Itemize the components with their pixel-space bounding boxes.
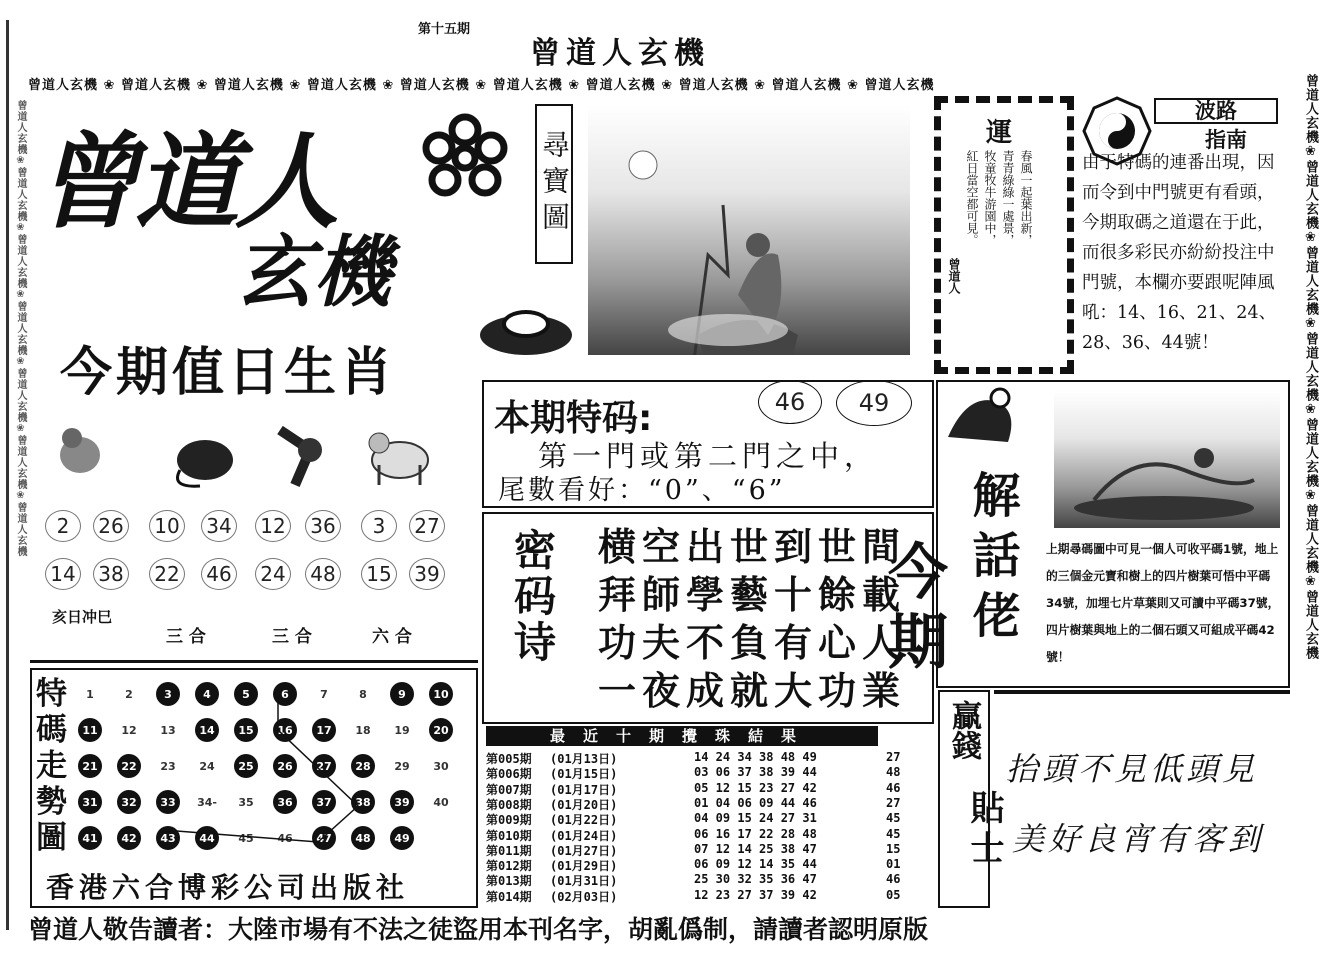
treasure-map-label: 尋寶圖: [535, 104, 573, 264]
trend-ball: 19: [390, 718, 414, 742]
trend-ball: 3: [156, 682, 180, 706]
issue-number: 第十五期: [418, 22, 471, 37]
history-special: 15: [886, 841, 901, 856]
special-line-2: 尾數看好：“0”、“6”: [498, 475, 786, 506]
history-issue: 第005期: [486, 752, 532, 766]
history-issue: 第007期: [486, 782, 532, 797]
fortune-poem-2: 青青綠綠一處景，: [1001, 150, 1015, 246]
fortune-label: 運: [986, 118, 1013, 148]
history-date: (02月03日): [550, 889, 618, 904]
trend-ball: 27: [312, 754, 336, 778]
history-special: 46: [886, 872, 901, 887]
trend-ball: 10: [429, 682, 453, 706]
trend-ball: 34-: [195, 790, 219, 814]
trend-ball: 43: [156, 826, 180, 850]
trend-ball: 2: [117, 682, 141, 706]
tips-label-a: 贏錢: [946, 700, 981, 760]
poem-line-1: 横空出世到世間: [598, 524, 907, 569]
zodiac-number: 22: [149, 558, 185, 590]
guide-title-top: 波路: [1154, 98, 1278, 124]
trend-balls: [78, 682, 468, 852]
trend-ball: 24: [195, 754, 219, 778]
fortune-signature: 曾道人: [947, 258, 961, 294]
history-special: 45: [886, 811, 901, 826]
special-number-2: 49: [836, 380, 912, 426]
trend-ball: 9: [390, 682, 414, 706]
trend-ball: 42: [117, 826, 141, 850]
trend-ball: 22: [117, 754, 141, 778]
poem-line-4: 一夜成就大功業: [598, 668, 907, 713]
history-numbers: 14 24 34 38 48 49: [694, 750, 817, 764]
history-issue: 第010期: [486, 828, 532, 843]
zodiac-number: 27: [409, 510, 445, 542]
history-numbers: 12 23 27 37 39 42: [694, 887, 817, 902]
trend-ball: 46: [273, 826, 297, 850]
zodiac-number: 26: [93, 510, 129, 542]
zodiac-number: 34: [201, 510, 237, 542]
history-special: 27: [886, 795, 901, 810]
jiehua-image: [1054, 390, 1280, 528]
tips-rule: [994, 690, 1290, 694]
zodiac-number: 10: [149, 510, 185, 542]
zodiac-number: 48: [305, 558, 341, 590]
zodiac-number: 2: [45, 510, 81, 542]
poem-line-2: 拜師學藝十餘載: [598, 572, 907, 617]
logo-line2: 玄機: [235, 227, 392, 318]
trend-ball: 28: [351, 754, 375, 778]
zodiac-number: 3: [361, 510, 397, 542]
trend-ball: 39: [390, 790, 414, 814]
publisher: 香港六合博彩公司出版社: [46, 871, 410, 904]
special-line-1: 第一門或第二門之中，: [538, 439, 879, 473]
trend-ball: 45: [234, 826, 258, 850]
fortune-poem-4: 紅日當空都可見。: [965, 150, 979, 246]
history-numbers: 25 30 32 35 36 47: [694, 872, 817, 887]
history-numbers: 01 04 06 09 44 46: [694, 795, 817, 810]
trend-ball: 11: [78, 718, 102, 742]
trend-ball: 44: [195, 826, 219, 850]
trend-ball: 25: [234, 754, 258, 778]
trend-ball: 33: [156, 790, 180, 814]
history-issue: 第011期: [486, 843, 532, 858]
trend-ball: 7: [312, 682, 336, 706]
trend-ball: 35: [234, 790, 258, 814]
trend-ball: 38: [351, 790, 375, 814]
herdboy-ox-illustration: [588, 105, 910, 355]
history-date: (01月15日): [550, 767, 618, 782]
trend-ball: 18: [351, 718, 375, 742]
trend-ball: 16: [273, 718, 297, 742]
poem-right-label: 今期: [878, 540, 948, 680]
trend-ball: 36: [273, 790, 297, 814]
trend-ball: 6: [273, 682, 297, 706]
logo: [30, 98, 530, 328]
history-date: (01月27日): [550, 843, 618, 858]
history-numbers: 07 12 14 25 38 47: [694, 841, 817, 856]
history-special: 45: [886, 826, 901, 841]
history-date: (01月29日): [550, 859, 618, 874]
zodiac-number: 24: [255, 558, 291, 590]
poem-line-3: 功夫不負有心人: [598, 620, 907, 665]
history-date: (01月13日): [550, 752, 618, 766]
gold-ingot-icon: [476, 300, 576, 360]
trend-ball: 4: [195, 682, 219, 706]
guide-title-bottom: 指南: [1205, 128, 1247, 152]
history-date: (01月22日): [550, 813, 618, 828]
zodiac-number: 15: [361, 558, 397, 590]
tips-line-2: 美好良宵有客到: [1012, 820, 1265, 858]
trend-ball: 5: [234, 682, 258, 706]
zodiac-note-clash: 亥日冲巳: [52, 608, 113, 626]
zodiac-number: 46: [201, 558, 237, 590]
history-date: (01月20日): [550, 797, 618, 812]
zodiac-number: 39: [409, 558, 445, 590]
special-number-1: 46: [758, 380, 822, 424]
history-issue: 第013期: [486, 874, 532, 889]
monkey-icon: [50, 420, 110, 480]
zodiac-number: 14: [45, 558, 81, 590]
zodiac-divider: [30, 660, 478, 663]
history-numbers: 04 09 15 24 27 31: [694, 811, 817, 826]
trend-ball: 29: [390, 754, 414, 778]
history-issue: 第006期: [486, 767, 532, 782]
trend-ball: 32: [117, 790, 141, 814]
zodiac-number: 38: [93, 558, 129, 590]
history-date: (01月24日): [550, 828, 618, 843]
dragon-icon: [270, 420, 330, 490]
zodiac-number: 12: [255, 510, 291, 542]
treasure-map-image: [588, 105, 910, 355]
zodiac-note-2: 三 合: [272, 627, 312, 647]
fortune-poem-3: 牧童牧牛游園中，: [983, 150, 997, 246]
trend-ball: 26: [273, 754, 297, 778]
history-special: 05: [886, 887, 901, 902]
trend-ball: 47: [312, 826, 336, 850]
history-issue: 第008期: [486, 797, 532, 812]
trend-ball: 49: [390, 826, 414, 850]
sage-icon: [938, 382, 1028, 452]
trend-ball: 17: [312, 718, 336, 742]
jiehua-text: 上期尋碼圖中可見一個人可收平碼1號，地上的三個金元寶和樹上的四片樹葉可悟中平碼34號，加埋七片草葉則又可讀中平碼37號，四片樹葉與地上的二個石頭又可組成平碼42號！: [1046, 542, 1280, 664]
guide-text: 由于特碼的連番出現，因而令到中門號更有看頭，今期取碼之道還在于此，而很多彩民亦紛紛投注中門號，本欄亦要跟呢陣風吼：14、16、21、24、28、36、44號！: [1082, 153, 1277, 353]
history-issue: 第012期: [486, 859, 532, 874]
trend-label: 特碼走勢圖: [36, 676, 69, 856]
history-special: 48: [886, 765, 901, 780]
poem-side-label: 密码诗: [508, 528, 557, 666]
trend-ball: 15: [234, 718, 258, 742]
special-title: 本期特码:: [494, 398, 653, 439]
history-special: 27: [886, 750, 901, 764]
sage-scene-illustration: [1054, 390, 1280, 528]
history-date: (01月31日): [550, 874, 618, 889]
history-special: 46: [886, 780, 901, 795]
zodiac-title: 今期值日生肖: [60, 343, 397, 403]
jiehua-label: 解話佬: [964, 470, 1020, 650]
trend-ball: 23: [156, 754, 180, 778]
logo-line1: 曾道人: [35, 120, 336, 243]
trend-ball: 8: [351, 682, 375, 706]
brand-strip-right: 曾道人玄機❀曾道人玄機❀曾道人玄機❀曾道人玄機❀曾道人玄機❀曾道人玄機❀曾道人玄機: [1303, 74, 1318, 660]
history-special: 01: [886, 857, 901, 872]
rat-icon: [170, 430, 240, 490]
trend-ball: 48: [351, 826, 375, 850]
history-issue: 第014期: [486, 889, 532, 904]
trend-ball: 40: [429, 790, 453, 814]
trend-ball: 20: [429, 718, 453, 742]
brand-strip-left: 曾道人玄機❀曾道人玄機❀曾道人玄機❀曾道人玄機❀曾道人玄機❀曾道人玄機❀曾道人玄機: [15, 100, 26, 557]
zodiac-number: 36: [305, 510, 341, 542]
trend-ball: 31: [78, 790, 102, 814]
page-title: 曾道人玄機: [530, 36, 710, 71]
trend-ball: 12: [117, 718, 141, 742]
trend-ball: 41: [78, 826, 102, 850]
trend-ball: 13: [156, 718, 180, 742]
history-issue: 第009期: [486, 813, 532, 828]
fortune-poem-1: 春風一起葉出新，: [1019, 150, 1033, 246]
history-numbers: 06 16 17 22 28 48: [694, 826, 817, 841]
trend-ball: 14: [195, 718, 219, 742]
trend-ball: 30: [429, 754, 453, 778]
history-numbers: 03 06 37 38 39 44: [694, 765, 817, 780]
history-numbers: 05 12 15 23 27 42: [694, 780, 817, 795]
brand-strip-top: 曾道人玄機 ❀ 曾道人玄機 ❀ 曾道人玄機 ❀ 曾道人玄機 ❀ 曾道人玄機 ❀ 曾道人玄機 ❀ 曾道人玄機 ❀ 曾道人玄機 ❀ 曾道人玄機 ❀ 曾道人玄機: [28, 78, 935, 93]
goat-icon: [365, 425, 435, 495]
history-numbers: 06 09 12 14 35 44: [694, 857, 817, 872]
history-title: 最近十期攪珠結果: [486, 726, 878, 746]
history-date: (01月17日): [550, 782, 618, 797]
trend-ball: 1: [78, 682, 102, 706]
zodiac-note-1: 三 合: [166, 627, 206, 647]
coin-ornament-icon: [415, 108, 515, 208]
trend-ball: 37: [312, 790, 336, 814]
zodiac-note-3: 六 合: [372, 627, 412, 647]
left-edge-mark: [6, 20, 9, 930]
trend-ball: 21: [78, 754, 102, 778]
tips-label-b: 貼士: [964, 790, 1004, 870]
tips-line-1: 抬頭不見低頭見: [1006, 750, 1259, 788]
footer-notice: 曾道人敬告讀者：大陸市場有不法之徒盜用本刊名字，胡亂僞制，請讀者認明原版: [28, 915, 929, 944]
